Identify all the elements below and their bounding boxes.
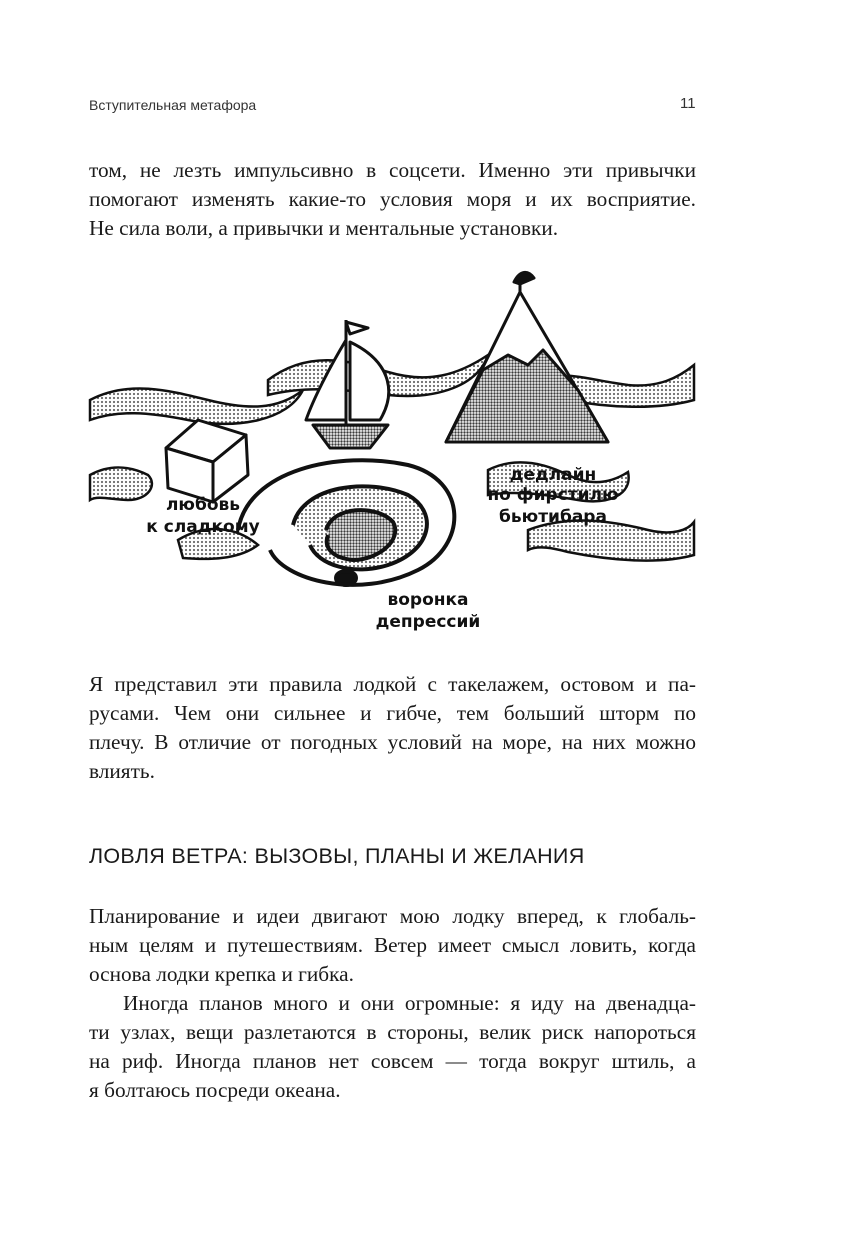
plans-paragraph — [89, 989, 696, 1105]
intro-paragraph — [89, 156, 696, 243]
boat-paragraph — [89, 670, 696, 786]
label-funnel-line-2: депрессий — [375, 612, 481, 632]
text-line: ти узлах, вещи разлетаются в стороны, велик риск напороться — [89, 1020, 696, 1044]
page-number: 11 — [680, 95, 696, 112]
label-deadline-line-3: бьютибара — [499, 507, 607, 527]
text-line: Планирование и идеи двигают мою лодку вперед, к глобаль- — [89, 904, 696, 928]
text-line: Не сила воли, а привычки и ментальные установки. — [89, 216, 559, 240]
label-love-sweet-line-1: любовь — [165, 495, 241, 515]
text-line: основа лодки крепка и гибка. — [89, 962, 354, 986]
text-line: я болтаюсь посреди океана. — [89, 1078, 341, 1102]
sea-metaphor-illustration — [88, 260, 696, 640]
section-heading: ЛОВЛЯ ВЕТРА: ВЫЗОВЫ, ПЛАНЫ И ЖЕЛАНИЯ — [89, 844, 585, 868]
planning-paragraph — [89, 902, 696, 989]
sugar-cube — [166, 420, 248, 502]
label-deadline-line-2: по фирстилю — [487, 485, 619, 505]
label-deadline-line-1: дедлайн — [509, 465, 597, 485]
text-line: на риф. Иногда планов нет совсем — тогда вокруг штиль, а — [89, 1049, 696, 1073]
text-line: русами. Чем они сильнее и гибче, тем больший шторм по — [89, 701, 696, 725]
deadline-mountain — [446, 272, 608, 442]
text-line: ным целям и путешествиям. Ветер имеет смысл ловить, когда — [89, 933, 696, 957]
text-line: влиять. — [89, 759, 155, 783]
text-line: помогают изменять какие-то условия моря и их восприятие. — [89, 187, 696, 211]
text-line: том, не лезть импульсивно в соцсети. Именно эти привычки — [89, 158, 696, 182]
running-title: Вступительная метафора — [89, 97, 257, 113]
text-line: плечу. В отличие от погодных условий на море, на них можно — [89, 730, 696, 754]
depression-whirlpool — [238, 460, 454, 585]
label-funnel-line-1: воронка — [387, 590, 469, 610]
text-line: Я представил эти правила лодкой с такелажем, остовом и па- — [89, 672, 696, 696]
label-love-sweet-line-2: к сладкому — [146, 517, 260, 537]
text-line: Иногда планов много и они огромные: я иду на двенадца- — [123, 991, 696, 1015]
